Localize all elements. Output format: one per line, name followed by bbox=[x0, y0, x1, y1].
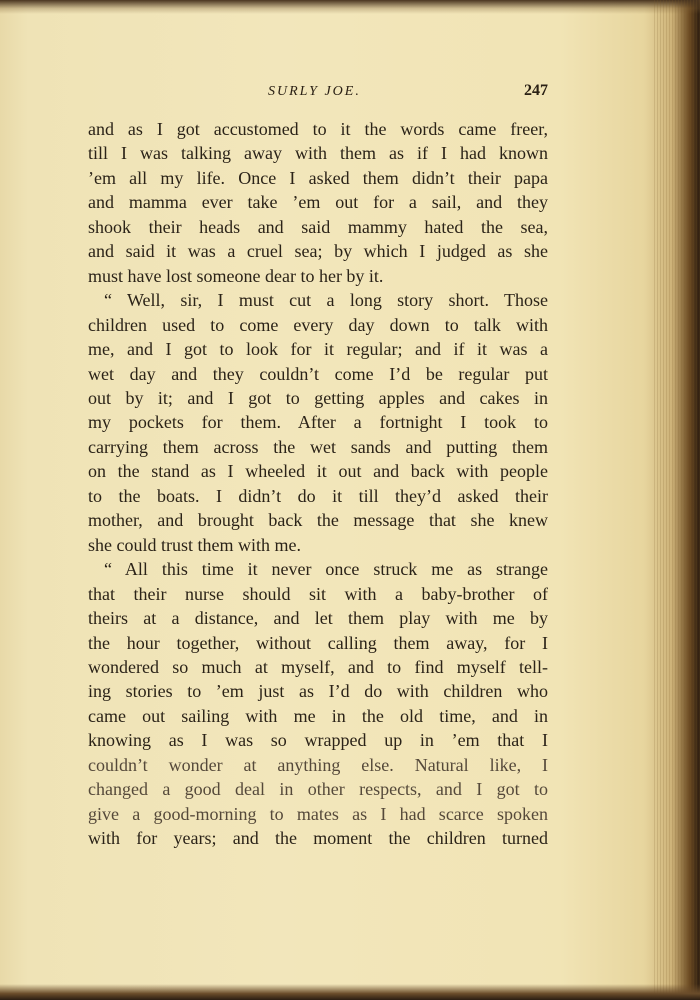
text-line: the hour together, without calling them away, for I bbox=[88, 632, 548, 653]
text-line: to the boats. I didn’t do it till they’d asked their bbox=[88, 485, 548, 506]
running-title: SURLY JOE. bbox=[268, 84, 361, 99]
text-line: on the stand as I wheeled it out and back with people bbox=[88, 461, 548, 482]
text-line: shook their heads and said mammy hated the sea, bbox=[88, 216, 548, 237]
text-line: carrying them across the wet sands and putting them bbox=[88, 436, 548, 457]
text-line: with for years; and the moment the children turned bbox=[88, 828, 548, 849]
page-edges bbox=[654, 0, 700, 1000]
text-line: must have lost someone dear to her by it. bbox=[88, 265, 384, 286]
text-line: and mamma ever take ’em out for a sail, and they bbox=[88, 192, 548, 213]
text-line: “ All this time it never once struck me as strange bbox=[104, 559, 548, 580]
paragraph bbox=[88, 288, 548, 557]
text-line: that their nurse should sit with a baby-brother of bbox=[88, 583, 548, 604]
text-line: till I was talking away with them as if I had known bbox=[88, 143, 548, 164]
page-top-shadow bbox=[0, 0, 700, 14]
page-number: 247 bbox=[524, 82, 548, 99]
text-line: wondered so much at myself, and to find myself tell- bbox=[88, 656, 548, 677]
text-line: and said it was a cruel sea; by which I judged as she bbox=[88, 241, 548, 262]
text-line: ing stories to ’em just as I’d do with children who bbox=[88, 681, 548, 702]
text-line: knowing as I was so wrapped up in ’em that I bbox=[88, 730, 548, 751]
text-line: and as I got accustomed to it the words came freer, bbox=[88, 119, 548, 139]
text-line: my pockets for them. After a fortnight I took to bbox=[88, 412, 548, 433]
text-line: me, and I got to look for it regular; and if it was a bbox=[88, 339, 548, 360]
text-line: mother, and brought back the message that she knew bbox=[88, 510, 548, 531]
body-text bbox=[88, 117, 548, 851]
text-line: “ Well, sir, I must cut a long story short. Those bbox=[104, 290, 548, 311]
text-line: out by it; and I got to getting apples and cakes in bbox=[88, 387, 548, 408]
text-line: came out sailing with me in the old time, and in bbox=[88, 705, 548, 726]
text-line: wet day and they couldn’t come I’d be regular put bbox=[88, 363, 548, 384]
text-line: she could trust them with me. bbox=[88, 534, 301, 555]
text-line: ’em all my life. Once I asked them didn’t their papa bbox=[88, 167, 548, 188]
paragraph bbox=[88, 557, 548, 850]
paragraph bbox=[88, 117, 548, 288]
text-line: couldn’t wonder at anything else. Natural like, I bbox=[88, 754, 548, 775]
text-line: changed a good deal in other respects, and I got to bbox=[88, 779, 548, 800]
text-line: theirs at a distance, and let them play with me by bbox=[88, 608, 548, 629]
page-header bbox=[88, 84, 548, 108]
page-bottom-shadow bbox=[0, 984, 700, 1000]
text-line: children used to come every day down to talk with bbox=[88, 314, 548, 335]
text-line: give a good-morning to mates as I had scarce spoken bbox=[88, 803, 548, 824]
